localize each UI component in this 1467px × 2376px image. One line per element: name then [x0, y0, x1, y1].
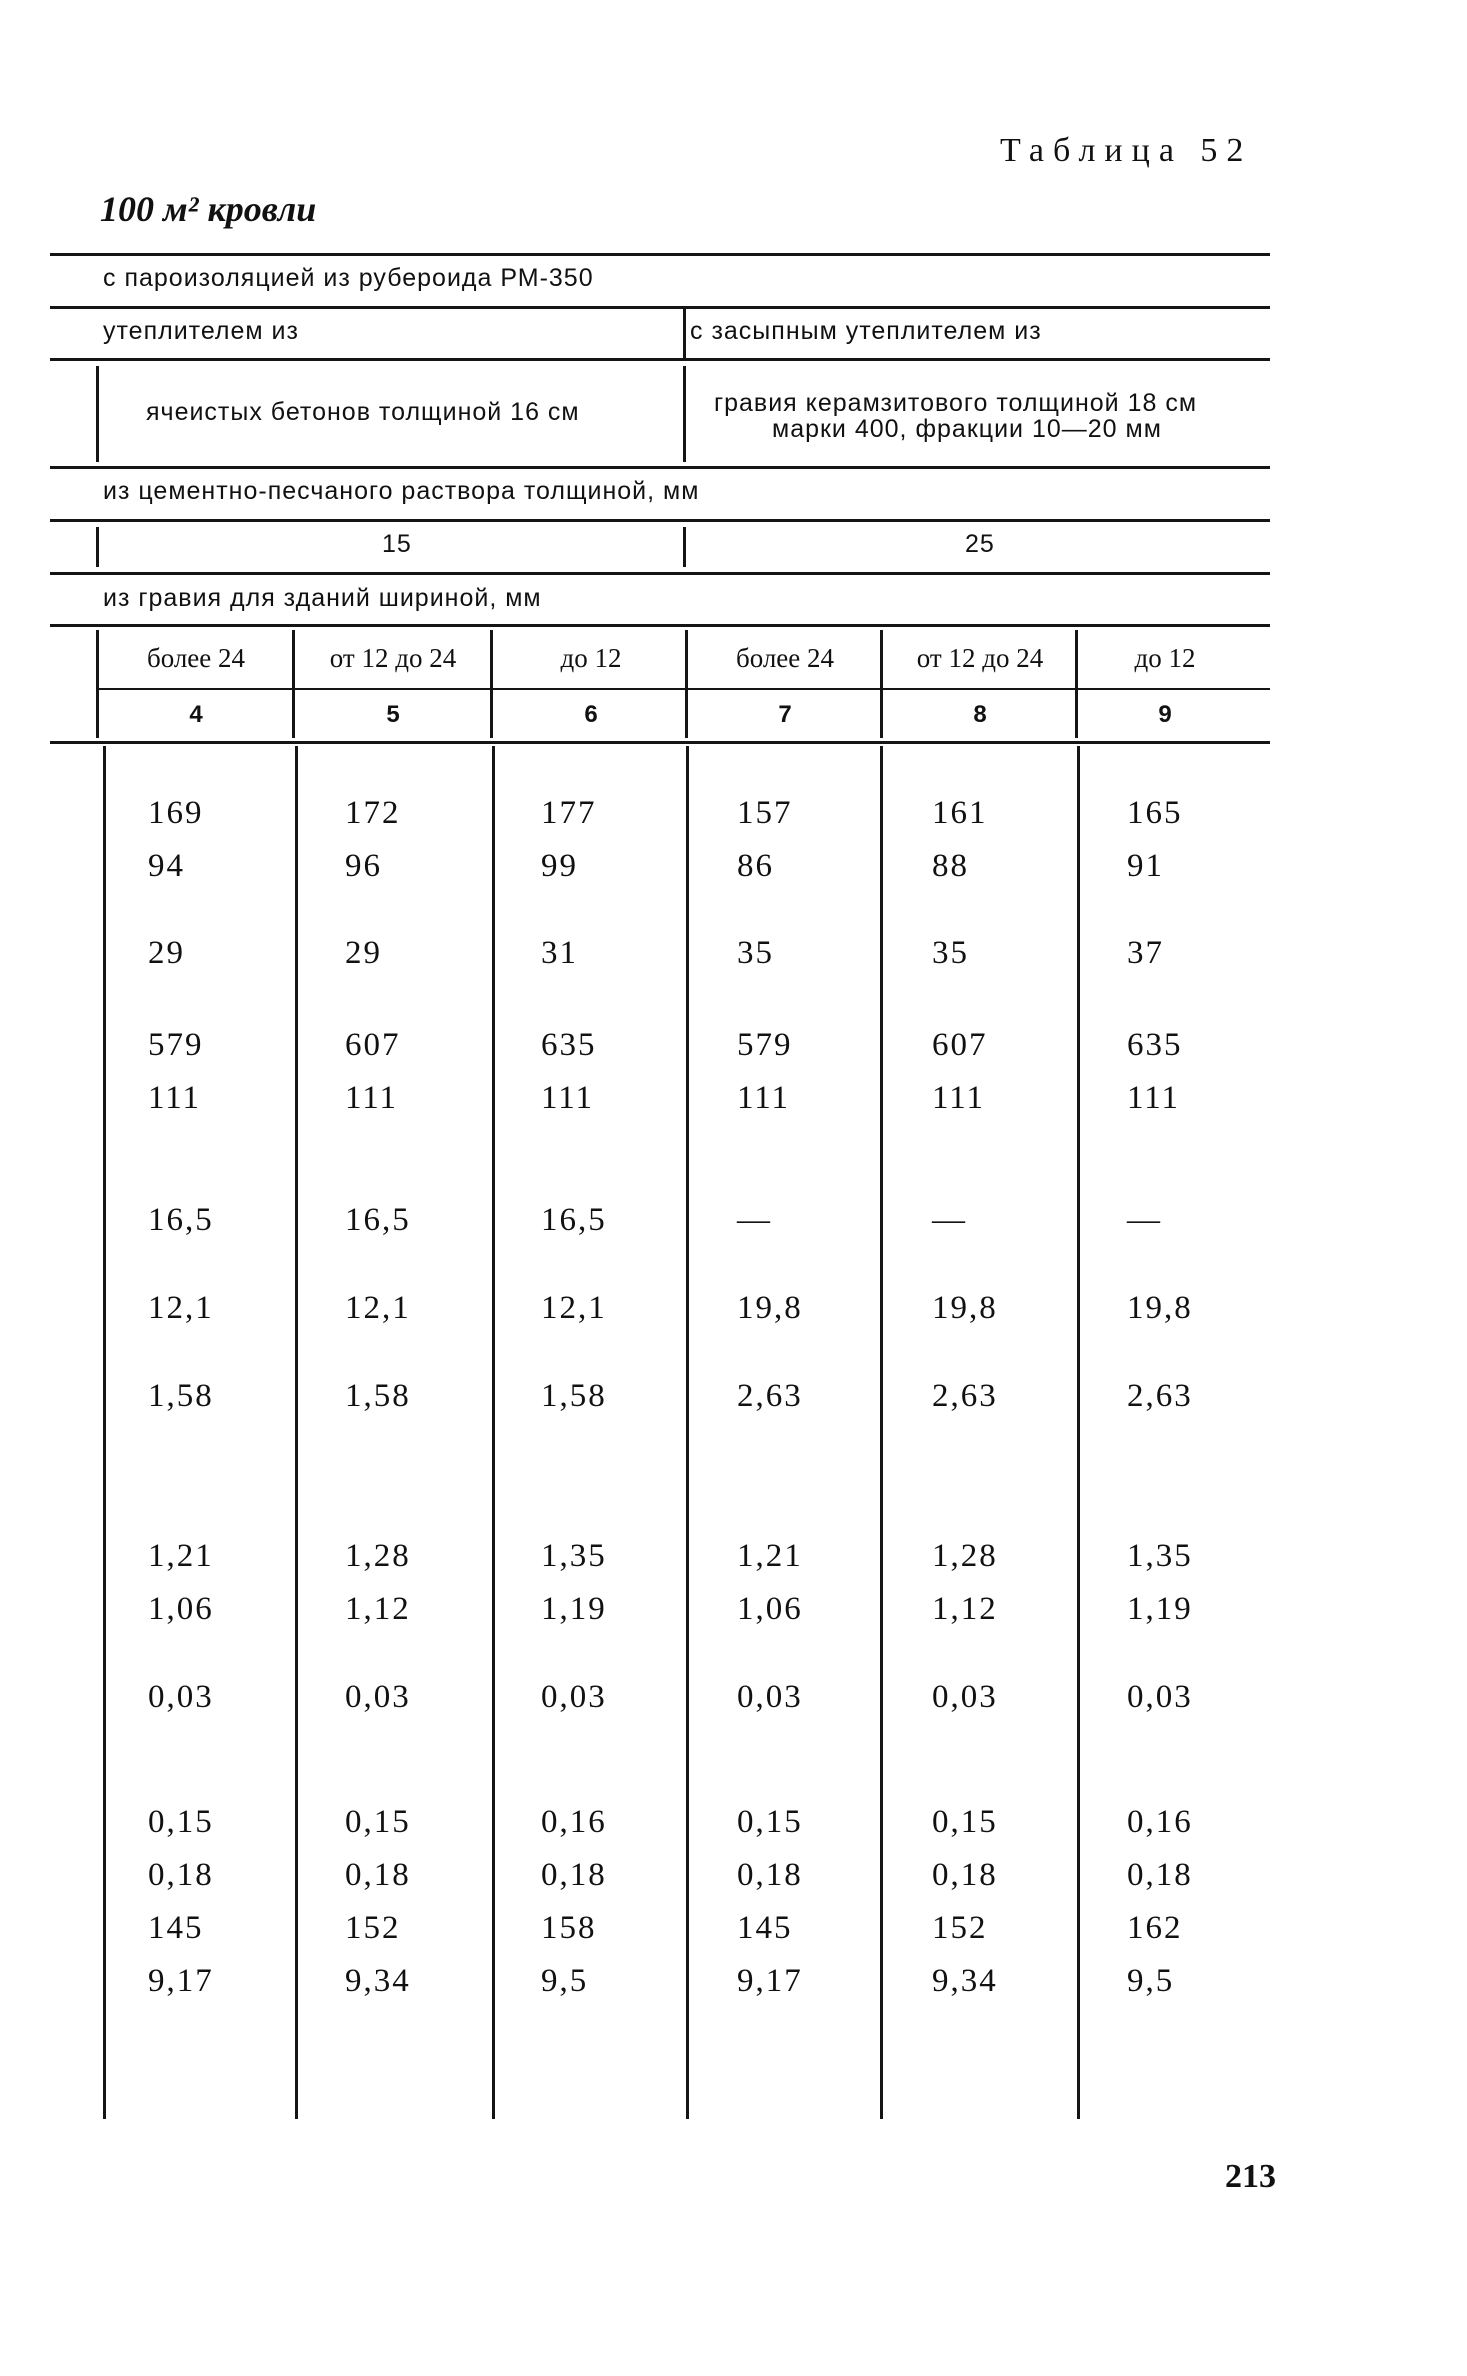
table-cell: 35: [932, 935, 969, 971]
table-cell: 86: [737, 848, 774, 884]
table-cell: 607: [932, 1027, 988, 1063]
header-rule-3: [50, 358, 1270, 361]
col-divider-b4: [880, 746, 883, 2119]
table-cell: 2,63: [932, 1378, 998, 1414]
table-cell: 0,03: [1127, 1679, 1193, 1715]
table-cell: 9,34: [932, 1963, 998, 1999]
header-thickness-15: 15: [382, 530, 412, 558]
table-cell: 12,1: [345, 1290, 411, 1326]
col-number-4: 4: [189, 701, 203, 728]
header-divider-3b: [683, 366, 686, 462]
col-divider-h1: [292, 630, 295, 738]
header-row-insulation-right: с засыпным утеплителем из: [690, 317, 1042, 345]
col-divider-b0: [103, 746, 106, 2119]
col-divider-b2: [492, 746, 495, 2119]
header-rule-2: [50, 306, 1270, 309]
table-cell: 157: [737, 795, 793, 831]
table-cell: 0,18: [345, 1857, 411, 1893]
table-cell: 145: [737, 1910, 793, 1946]
table-cell: 96: [345, 848, 382, 884]
unit-note: 100 м² кровли: [100, 189, 317, 229]
table-cell: 0,03: [345, 1679, 411, 1715]
table-cell: 31: [541, 935, 578, 971]
table-cell: 635: [541, 1027, 597, 1063]
col-number-7: 7: [778, 701, 792, 728]
table-cell: 91: [1127, 848, 1164, 884]
table-cell: 0,18: [148, 1857, 214, 1893]
table-cell: 88: [932, 848, 969, 884]
table-cell: 0,15: [148, 1804, 214, 1840]
table-cell: 9,5: [541, 1963, 589, 1999]
table-cell: —: [1127, 1202, 1162, 1238]
col-divider-b1: [295, 746, 298, 2119]
table-cell: 16,5: [148, 1202, 214, 1238]
header-cement-mortar: из цементно-песчаного раствора толщиной, мм: [103, 477, 700, 505]
table-cell: 152: [345, 1910, 401, 1946]
col-header-5: от 12 до 24: [329, 643, 457, 673]
table-cell: 0,18: [541, 1857, 607, 1893]
table-cell: 0,18: [737, 1857, 803, 1893]
table-cell: 169: [148, 795, 204, 831]
header-thickness-25: 25: [965, 530, 995, 558]
header-divider-5b: [683, 527, 686, 567]
col-divider-h0: [96, 630, 99, 738]
col-header-8: от 12 до 24: [916, 643, 1044, 673]
table-cell: 111: [345, 1080, 399, 1116]
col-divider-h3: [685, 630, 688, 738]
table-cell: 99: [541, 848, 578, 884]
table-cell: 0,03: [932, 1679, 998, 1715]
table-cell: 1,21: [737, 1538, 803, 1574]
table-cell: 1,06: [148, 1591, 214, 1627]
table-cell: 0,18: [1127, 1857, 1193, 1893]
table-cell: 9,17: [737, 1963, 803, 1999]
header-row-vapor-barrier: с пароизоляцией из рубероида РМ-350: [103, 264, 594, 292]
table-cell: 0,15: [345, 1804, 411, 1840]
table-cell: 29: [345, 935, 382, 971]
table-cell: 0,16: [1127, 1804, 1193, 1840]
table-cell: 9,17: [148, 1963, 214, 1999]
table-cell: 0,03: [148, 1679, 214, 1715]
col-number-9: 9: [1158, 701, 1172, 728]
table-cell: 158: [541, 1910, 597, 1946]
table-cell: 111: [148, 1080, 202, 1116]
table-cell: 0,03: [737, 1679, 803, 1715]
table-cell: 1,35: [1127, 1538, 1193, 1574]
table-cell: 0,18: [932, 1857, 998, 1893]
table-cell: 1,58: [541, 1378, 607, 1414]
table-title: Таблица 52: [1000, 132, 1253, 169]
header-row-insulation-left: утеплителем из: [103, 317, 299, 345]
table-cell: 12,1: [541, 1290, 607, 1326]
table-cell: 1,21: [148, 1538, 214, 1574]
header-divider-3a: [96, 366, 99, 462]
header-cellular-concrete: ячеистых бетонов толщиной 16 см: [146, 398, 580, 426]
table-cell: 0,15: [737, 1804, 803, 1840]
header-rule-4: [50, 466, 1270, 469]
col-divider-h5: [1075, 630, 1078, 738]
table-cell: 2,63: [1127, 1378, 1193, 1414]
table-cell: 12,1: [148, 1290, 214, 1326]
table-cell: 1,19: [541, 1591, 607, 1627]
table-cell: 1,12: [932, 1591, 998, 1627]
table-cell: 161: [932, 795, 988, 831]
table-cell: 579: [737, 1027, 793, 1063]
table-cell: 111: [737, 1080, 791, 1116]
table-cell: 19,8: [737, 1290, 803, 1326]
header-expanded-clay-line2: марки 400, фракции 10—20 мм: [772, 415, 1162, 443]
col-header-4: более 24: [146, 643, 246, 673]
table-cell: 607: [345, 1027, 401, 1063]
col-header-9: до 12: [1134, 643, 1196, 673]
table-cell: 162: [1127, 1910, 1183, 1946]
col-header-6: до 12: [560, 643, 622, 673]
table-cell: 0,03: [541, 1679, 607, 1715]
table-cell: 16,5: [345, 1202, 411, 1238]
col-divider-b3: [686, 746, 689, 2119]
table-cell: 94: [148, 848, 185, 884]
table-cell: 172: [345, 795, 401, 831]
table-cell: 1,06: [737, 1591, 803, 1627]
table-cell: 165: [1127, 795, 1183, 831]
table-cell: 1,12: [345, 1591, 411, 1627]
header-rule-top: [50, 253, 1270, 256]
col-divider-h2: [490, 630, 493, 738]
table-cell: 1,58: [148, 1378, 214, 1414]
table-cell: 1,35: [541, 1538, 607, 1574]
table-cell: 145: [148, 1910, 204, 1946]
col-number-5: 5: [386, 701, 400, 728]
column-number-rule: [96, 688, 1270, 690]
table-cell: 0,15: [932, 1804, 998, 1840]
table-cell: 1,28: [345, 1538, 411, 1574]
table-cell: 1,19: [1127, 1591, 1193, 1627]
header-rule-7: [50, 624, 1270, 627]
header-expanded-clay-line1: гравия керамзитового толщиной 18 см: [714, 389, 1198, 417]
table-cell: —: [932, 1202, 967, 1238]
col-number-8: 8: [973, 701, 987, 728]
header-rule-6: [50, 572, 1270, 575]
table-cell: 177: [541, 795, 597, 831]
header-gravel-width: из гравия для зданий шириной, мм: [103, 584, 542, 612]
table-cell: 1,28: [932, 1538, 998, 1574]
table-cell: 19,8: [932, 1290, 998, 1326]
table-cell: 152: [932, 1910, 988, 1946]
table-cell: 111: [541, 1080, 595, 1116]
header-rule-5: [50, 519, 1270, 522]
header-rule-bottom: [50, 741, 1270, 744]
table-cell: 19,8: [1127, 1290, 1193, 1326]
table-cell: 1,58: [345, 1378, 411, 1414]
header-divider-2: [683, 308, 686, 358]
col-divider-b5: [1077, 746, 1080, 2119]
table-cell: 16,5: [541, 1202, 607, 1238]
table-cell: 111: [932, 1080, 986, 1116]
table-cell: 2,63: [737, 1378, 803, 1414]
table-cell: 35: [737, 935, 774, 971]
table-cell: 37: [1127, 935, 1164, 971]
table-cell: 9,34: [345, 1963, 411, 1999]
col-header-7: более 24: [735, 643, 835, 673]
col-number-6: 6: [584, 701, 598, 728]
table-cell: 635: [1127, 1027, 1183, 1063]
table-cell: 0,16: [541, 1804, 607, 1840]
table-cell: 579: [148, 1027, 204, 1063]
page-number: 213: [1225, 2158, 1276, 2195]
col-divider-h4: [880, 630, 883, 738]
table-cell: 9,5: [1127, 1963, 1175, 1999]
table-cell: —: [737, 1202, 772, 1238]
header-divider-5a: [96, 527, 99, 567]
table-cell: 111: [1127, 1080, 1181, 1116]
table-cell: 29: [148, 935, 185, 971]
